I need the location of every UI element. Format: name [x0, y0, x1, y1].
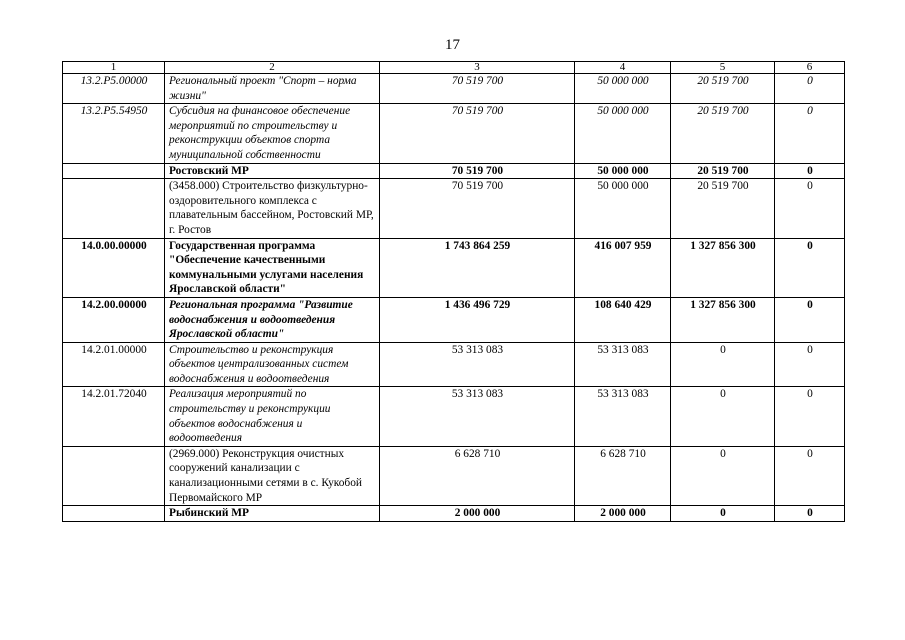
header-cell: 6 [775, 62, 845, 74]
row-code: 14.2.01.72040 [63, 387, 165, 446]
page-number: 17 [445, 37, 460, 53]
row-total: 1 436 496 729 [380, 297, 575, 342]
row-col6: 0 [775, 163, 845, 179]
header-cell: 3 [380, 62, 575, 74]
row-col4: 53 313 083 [575, 387, 671, 446]
row-col4: 50 000 000 [575, 74, 671, 104]
table-row [63, 74, 845, 104]
row-total: 70 519 700 [380, 74, 575, 104]
row-name: (2969.000) Реконструкция очистных сооружений канализации с канализационными сетями в с. Кукобой Первомайского МР [165, 446, 380, 505]
row-total: 1 743 864 259 [380, 238, 575, 297]
table-row [63, 238, 845, 297]
row-col4: 2 000 000 [575, 506, 671, 522]
header-cell: 1 [63, 62, 165, 74]
row-col4: 108 640 429 [575, 297, 671, 342]
row-col5: 0 [671, 342, 775, 387]
row-col6: 0 [775, 297, 845, 342]
row-code: 14.0.00.00000 [63, 238, 165, 297]
row-code: 13.2.P5.54950 [63, 104, 165, 163]
row-col6: 0 [775, 506, 845, 522]
row-col5: 20 519 700 [671, 163, 775, 179]
row-code [63, 179, 165, 238]
row-total: 53 313 083 [380, 387, 575, 446]
row-code: 14.2.00.00000 [63, 297, 165, 342]
row-col5: 0 [671, 446, 775, 505]
header-cell: 5 [671, 62, 775, 74]
table-row [63, 179, 845, 238]
row-code: 14.2.01.00000 [63, 342, 165, 387]
row-code [63, 506, 165, 522]
table-row [63, 446, 845, 505]
row-name: Государственная программа "Обеспечение качественными коммунальными услугами населения Ярославской области" [165, 238, 380, 297]
table-row [63, 163, 845, 179]
row-col4: 416 007 959 [575, 238, 671, 297]
row-name: Ростовский МР [165, 163, 380, 179]
row-col6: 0 [775, 387, 845, 446]
table-row [63, 387, 845, 446]
row-total: 70 519 700 [380, 104, 575, 163]
row-col5: 0 [671, 387, 775, 446]
row-col5: 1 327 856 300 [671, 297, 775, 342]
row-name: Строительство и реконструкция объектов централизованных систем водоснабжения и водоотведения [165, 342, 380, 387]
row-total: 70 519 700 [380, 179, 575, 238]
row-col5: 20 519 700 [671, 179, 775, 238]
row-col4: 50 000 000 [575, 179, 671, 238]
table-row [63, 342, 845, 387]
row-col6: 0 [775, 74, 845, 104]
budget-table [62, 61, 845, 522]
row-col6: 0 [775, 342, 845, 387]
table-row [63, 506, 845, 522]
row-col5: 1 327 856 300 [671, 238, 775, 297]
row-col5: 0 [671, 506, 775, 522]
row-name: Региональный проект "Спорт – норма жизни" [165, 74, 380, 104]
row-total: 6 628 710 [380, 446, 575, 505]
row-name: Реализация мероприятий по строительству и реконструкции объектов водоснабжения и водоотведения [165, 387, 380, 446]
row-col4: 50 000 000 [575, 163, 671, 179]
row-col5: 20 519 700 [671, 104, 775, 163]
row-total: 70 519 700 [380, 163, 575, 179]
row-name: Рыбинский МР [165, 506, 380, 522]
row-col5: 20 519 700 [671, 74, 775, 104]
row-col6: 0 [775, 104, 845, 163]
row-col4: 50 000 000 [575, 104, 671, 163]
row-name: (3458.000) Строительство физкультурно-оздоровительного комплекса с плавательным бассейном, Ростовский МР, г. Ростов [165, 179, 380, 238]
row-col4: 53 313 083 [575, 342, 671, 387]
row-code [63, 446, 165, 505]
row-col6: 0 [775, 179, 845, 238]
row-col4: 6 628 710 [575, 446, 671, 505]
row-total: 2 000 000 [380, 506, 575, 522]
row-name: Региональная программа "Развитие водоснабжения и водоотведения Ярославской области" [165, 297, 380, 342]
row-code [63, 163, 165, 179]
table-row [63, 104, 845, 163]
row-name: Субсидия на финансовое обеспечение мероприятий по строительству и реконструкции объектов спорта муниципальной собственности [165, 104, 380, 163]
table-row [63, 297, 845, 342]
header-cell: 2 [165, 62, 380, 74]
row-col6: 0 [775, 238, 845, 297]
header-row [63, 62, 845, 74]
row-code: 13.2.P5.00000 [63, 74, 165, 104]
row-total: 53 313 083 [380, 342, 575, 387]
row-col6: 0 [775, 446, 845, 505]
header-cell: 4 [575, 62, 671, 74]
